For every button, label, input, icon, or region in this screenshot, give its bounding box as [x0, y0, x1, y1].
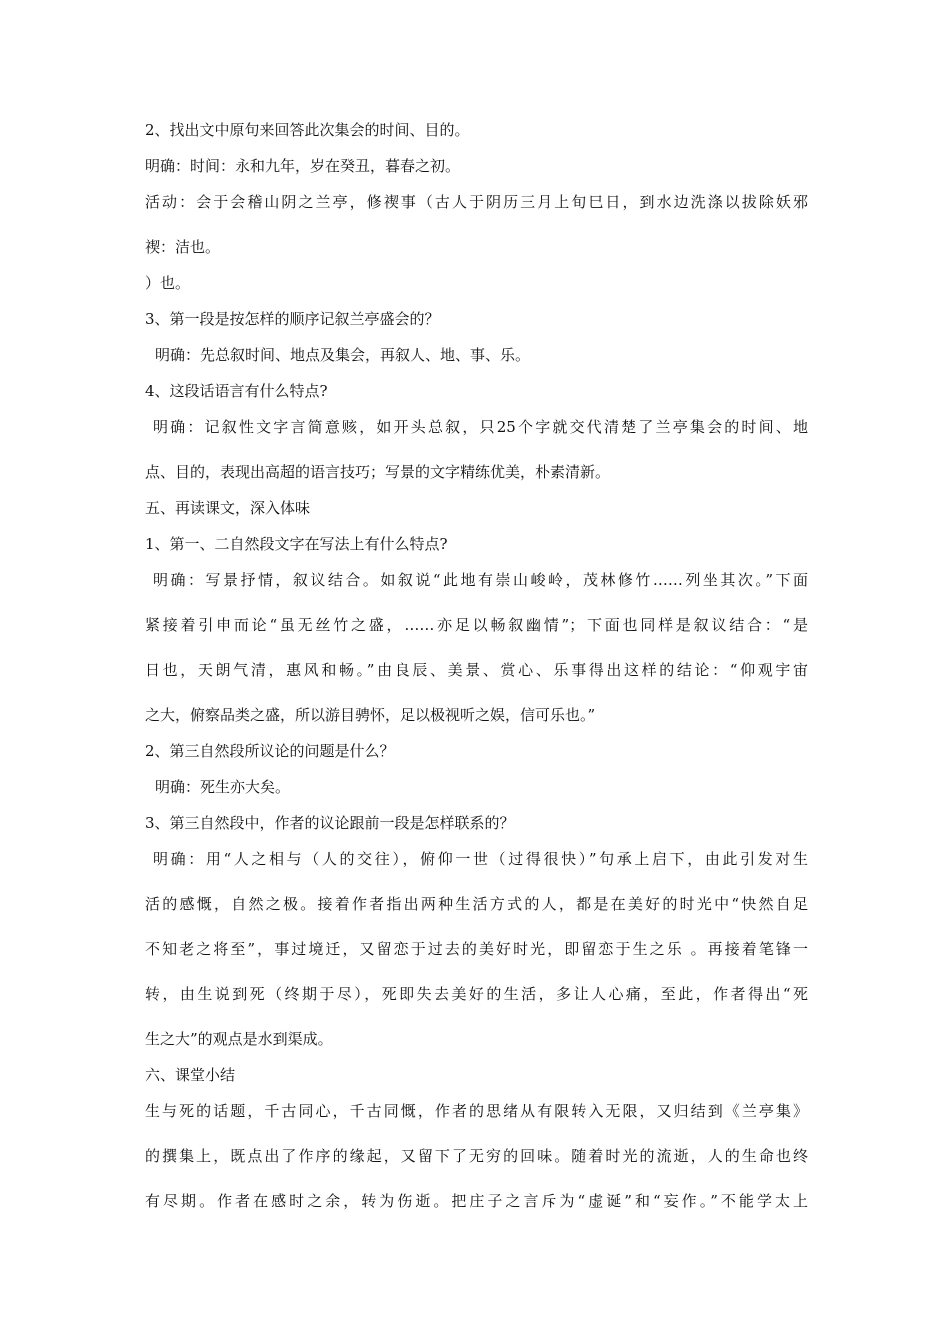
question-1-writing: 1、第一、二自然段文字在写法上有什么特点?	[145, 535, 448, 553]
activity-end: ）也。	[145, 274, 191, 292]
answer-sequence: 明确：先总叙时间、地点及集会，再叙人、地、事、乐。	[155, 346, 531, 364]
section-5-heading: 五、再读课文，深入体味	[145, 499, 311, 517]
answer-link-3: 不知老之将至”，事过境迁，又留恋于过去的美好时光，即留恋于生之乐 。再接着笔锋一	[145, 940, 808, 958]
answer-activity: 活动：会于会稽山阴之兰亭，修禊事（古人于阴历三月上旬巳日，到水边洗涤以拔除妖邪	[145, 193, 808, 211]
answer-writing-2: 紧接着引申而论“虽无丝竹之盛，……亦足以畅叙幽情”；下面也同样是叙议结合：“是	[145, 616, 808, 634]
question-2-time-purpose: 2、找出文中原句来回答此次集会的时间、目的。	[145, 121, 470, 139]
question-3-sequence: 3、第一段是按怎样的顺序记叙兰亭盛会的？	[145, 310, 440, 328]
answer-language-cont: 点、目的，表现出高超的语言技巧；写景的文字精练优美，朴素清新。	[145, 463, 611, 481]
answer-issue: 明确：死生亦大矣。	[155, 778, 291, 796]
summary-1: 生与死的话题，千古同心，千古同慨，作者的思绪从有限转入无限，又归结到《兰亭集》	[145, 1102, 808, 1120]
answer-writing-4: 之大，俯察品类之盛，所以游目骋怀，足以极视听之娱，信可乐也。”	[145, 706, 596, 724]
summary-3: 有尽期。作者在感时之余，转为伤逝。把庄子之言斥为“虚诞”和“妄作。”不能学太上	[145, 1192, 808, 1210]
question-2-issue: 2、第三自然段所议论的问题是什么？	[145, 742, 395, 760]
answer-link: 明确：用“人之相与（人的交往），俯仰一世（过得很快）”句承上启下，由此引发对生	[153, 850, 808, 868]
question-3-link: 3、第三自然段中，作者的议论跟前一段是怎样联系的？	[145, 814, 515, 832]
answer-time: 明确：时间：永和九年，岁在癸丑，暮春之初。	[145, 157, 461, 175]
answer-link-2: 活的感慨，自然之极。接着作者指出两种生活方式的人，都是在美好的时光中“快然自足	[145, 895, 808, 913]
answer-language: 明确：记叙性文字言简意赅，如开头总叙，只25个字就交代清楚了兰亭集会的时间、地	[153, 418, 808, 436]
answer-writing: 明确：写景抒情，叙议结合。如叙说“此地有崇山峻岭，茂林修竹……列坐其次。”下面	[153, 571, 808, 589]
answer-link-5: 生之大”的观点是水到渠成。	[145, 1030, 333, 1048]
annotation-xi: 禊：洁也。	[145, 238, 221, 256]
answer-writing-3: 日也，天朗气清，惠风和畅。”由良辰、美景、赏心、乐事得出这样的结论：“仰观宇宙	[145, 661, 808, 679]
question-4-language: 4、这段话语言有什么特点?	[145, 382, 328, 400]
section-6-heading: 六、课堂小结	[145, 1066, 236, 1084]
summary-2: 的撰集上，既点出了作序的缘起，又留下了无穷的回味。随着时光的流逝，人的生命也终	[145, 1147, 808, 1165]
answer-link-4: 转，由生说到死（终期于尽），死即失去美好的生活，多让人心痛，至此，作者得出“死	[145, 985, 808, 1003]
document-body	[145, 120, 808, 1211]
